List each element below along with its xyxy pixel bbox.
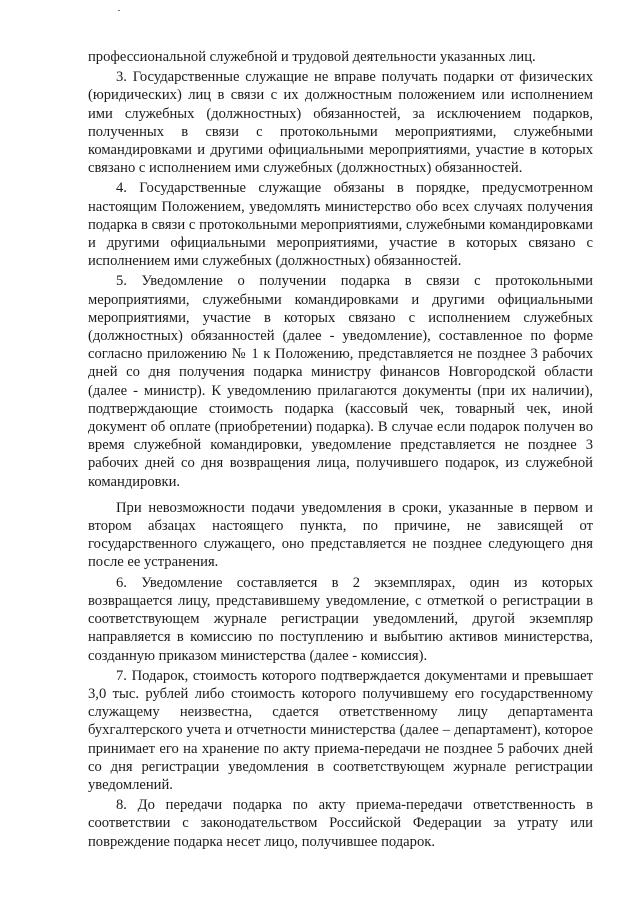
paragraph-8: 8. До передачи подарка по акту приема-передачи ответственность в соответствии с законодательством Российской Федерации за утрату или повреждение подарка несет лицо, получившее подарок. xyxy=(88,797,593,850)
paragraph-3: 3. Государственные служащие не вправе получать подарки от физических (юридических) лиц в связи с их должностным положением или исполнением ими служебных (должностных) обязанностей, за исключением подарков, полученных в связи с протокольными мероприятиями, служебными командировками и другими официальными мероприятиями, участие в которых связано с исполнением ими служебных (должностных) обязанностей. xyxy=(88,69,593,177)
paragraph-5-second-abzac: При невозможности подачи уведомления в сроки, указанные в первом и втором абзацах настоящего пункта, по причине, не зависящей от государственного служащего, оно представляется не позднее следующего дня после ее устранения. xyxy=(88,499,593,571)
scan-speck xyxy=(118,10,120,11)
continuation-line: профессиональной служебной и трудовой деятельности указанных лиц. xyxy=(88,49,536,65)
paragraph-4: 4. Государственные служащие обязаны в порядке, предусмотренном настоящим Положением, уведомлять министерство обо всех случаях получения подарка в связи с протокольными мероприятиями, служебными командировками и другими официальными мероприятиями, участие в которых связано с исполнением ими служебных (должностных) обязанностей. xyxy=(88,180,593,270)
paragraph-7: 7. Подарок, стоимость которого подтверждается документами и превышает 3,0 тыс. рублей либо стоимость которого получившему его государственному служащему неизвестна, сдается ответственному лицу департамента бухгалтерского учета и отчетности министерства (далее – департамент), которое принимает его на хранение по акту приема-передачи не позднее 5 рабочих дней со дня регистрации уведомления в соответствующем журнале регистрации уведомлений. xyxy=(88,667,593,793)
paragraph-5: 5. Уведомление о получении подарка в связи с протокольными мероприятиями, служебными командировками и другими официальными мероприятиями, участие в которых связано с исполнением служебных (должностных) обязанностей (далее - уведомление), составленное по форме согласно приложению № 1 к Положению, представляется не позднее 3 рабочих дней со дня получения подарка министру финансов Новгородской области (далее - министр). К уведомлению прилагаются документы (при их наличии), подтверждающие стоимость подарка (кассовый чек, товарный чек, иной документ об оплате (приобретении) подарка). В случае если подарок получен во время служебной командировки, уведомление представляется не позднее 3 рабочих дней со дня возвращения лица, получившего подарок, из служебной командировки. xyxy=(88,273,593,490)
paragraph-6: 6. Уведомление составляется в 2 экземплярах, один из которых возвращается лицу, представившему уведомление, с отметкой о регистрации в соответствующем журнале регистрации уведомлений, другой экземпляр направляется в комиссию по поступлению и выбытию активов министерства, созданную приказом министерства (далее - комиссия). xyxy=(88,574,593,664)
document-body xyxy=(88,48,593,851)
